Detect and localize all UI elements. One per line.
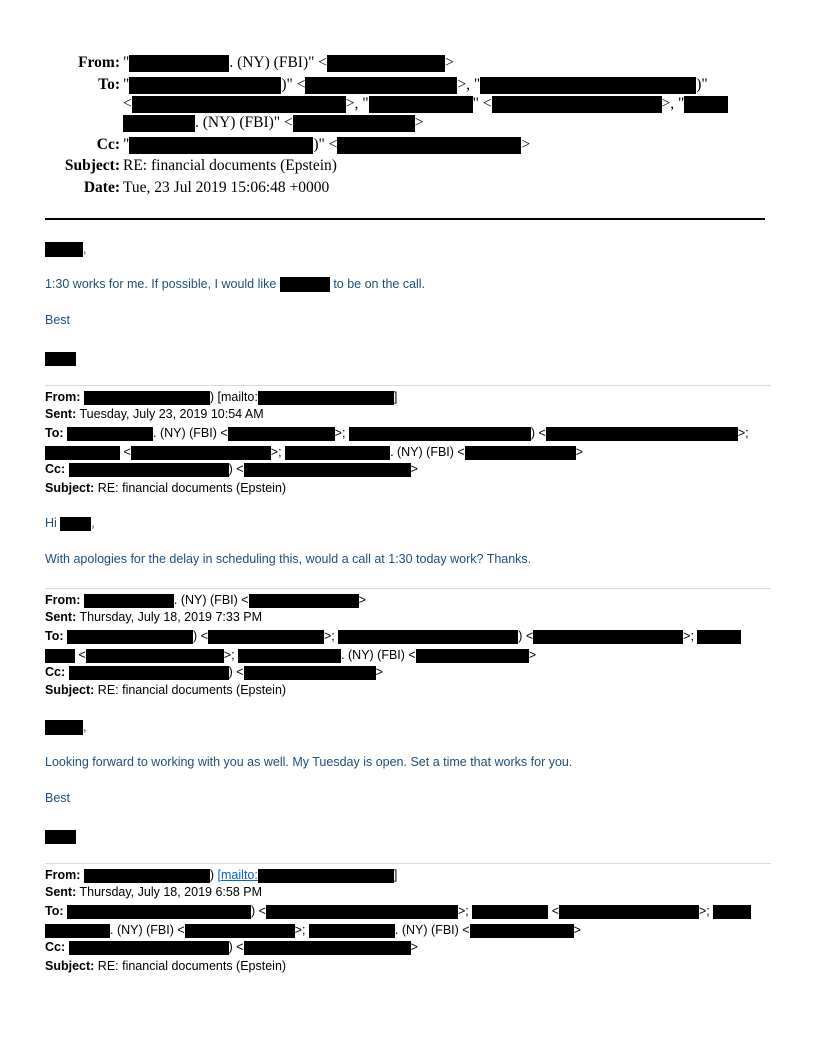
redaction-block xyxy=(60,517,91,531)
quote1-cc: Cc: ) < > xyxy=(45,462,418,476)
quote2-from: From: . (NY) (FBI) < > xyxy=(45,593,366,607)
redaction-block xyxy=(244,941,411,955)
redaction-block xyxy=(123,115,195,132)
msg1-signature xyxy=(45,350,76,368)
redaction-block xyxy=(697,630,741,644)
redaction-block xyxy=(45,924,110,938)
redaction-block xyxy=(45,649,75,663)
to-value-line2: < >, " " < >, " xyxy=(123,94,728,114)
to-value-line1: " )" < >, " )" xyxy=(123,76,708,93)
cc-value: " )" < > xyxy=(123,136,531,153)
to-value-line3: . (NY) (FBI)" < > xyxy=(123,113,423,133)
subject-value: RE: financial documents (Epstein) xyxy=(123,157,337,174)
from-value: " . (NY) (FBI)" < > xyxy=(123,54,454,71)
redaction-block xyxy=(309,924,395,938)
redaction-block xyxy=(208,630,324,644)
redaction-block xyxy=(713,905,751,919)
quote2-signature xyxy=(45,828,76,846)
redaction-block xyxy=(470,924,574,938)
quote1-body: With apologies for the delay in scheduling this, would a call at 1:30 today work? Thanks. xyxy=(45,552,532,566)
quote1-subject: Subject: RE: financial documents (Epstein) xyxy=(45,481,287,495)
redaction-block xyxy=(684,96,728,113)
to-label: To: xyxy=(98,76,120,93)
redaction-block xyxy=(327,55,445,72)
quote2-sent: Sent: Thursday, July 18, 2019 7:33 PM xyxy=(45,610,263,624)
from-label: From: xyxy=(78,54,120,71)
quote2-to-line1: To: ) < >; ) < >; xyxy=(45,628,741,645)
date-value: Tue, 23 Jul 2019 15:06:48 +0000 xyxy=(123,179,330,196)
msg1-body: 1:30 works for me. If possible, I would like to be on the call. xyxy=(45,277,426,291)
quote-divider xyxy=(45,588,771,589)
quote1-sent: Sent: Tuesday, July 23, 2019 10:54 AM xyxy=(45,407,264,421)
redaction-block xyxy=(244,463,411,477)
quote2-closing: Best xyxy=(45,791,71,805)
redaction-block xyxy=(349,427,531,441)
redaction-block xyxy=(86,649,224,663)
redaction-block xyxy=(338,630,518,644)
redaction-block xyxy=(185,924,295,938)
redaction-block xyxy=(84,391,210,405)
redaction-block xyxy=(369,96,473,113)
redaction-block xyxy=(45,720,83,735)
quote3-to-line2: . (NY) (FBI) < >; . (NY) (FBI) < > xyxy=(45,922,581,939)
cc-label: Cc: xyxy=(96,136,120,153)
redaction-block xyxy=(266,905,458,919)
redaction-block xyxy=(228,427,335,441)
redaction-block xyxy=(559,905,699,919)
redaction-block xyxy=(249,594,359,608)
quote-divider xyxy=(45,385,771,386)
redaction-block xyxy=(67,630,193,644)
quote2-cc: Cc: ) < > xyxy=(45,665,383,679)
redaction-block xyxy=(492,96,662,113)
quote1-from: From: ) [mailto: ] xyxy=(45,390,398,404)
quote3-to-line1: To: ) < >; < >; xyxy=(45,903,751,920)
quote2-body: Looking forward to working with you as well. My Tuesday is open. Set a time that works for you. xyxy=(45,755,573,769)
redaction-block xyxy=(244,666,376,680)
redaction-block xyxy=(238,649,341,663)
quote2-to-line2: < >; . (NY) (FBI) < > xyxy=(45,647,536,664)
msg1-closing: Best xyxy=(45,313,71,327)
redaction-block xyxy=(280,277,330,292)
redaction-block xyxy=(258,391,394,405)
redaction-block xyxy=(45,446,120,460)
redaction-block xyxy=(533,630,683,644)
quote2-subject: Subject: RE: financial documents (Epstein) xyxy=(45,683,287,697)
redaction-block xyxy=(67,905,251,919)
redaction-block xyxy=(45,830,76,844)
redaction-block xyxy=(129,77,281,94)
redaction-block xyxy=(132,96,346,113)
quote3-from: From: ) [mailto: ] xyxy=(45,868,398,882)
header-divider xyxy=(45,218,765,220)
redaction-block xyxy=(480,77,696,94)
redaction-block xyxy=(84,594,174,608)
quote1-greeting: Hi , xyxy=(45,516,95,530)
quote2-greeting: , xyxy=(45,719,86,736)
msg1-greeting: , xyxy=(45,241,86,258)
quote1-to-line2: < >; . (NY) (FBI) < > xyxy=(45,444,583,461)
redaction-block xyxy=(337,137,521,154)
redaction-block xyxy=(416,649,529,663)
redaction-block xyxy=(129,55,229,72)
redaction-block xyxy=(293,115,415,132)
redaction-block xyxy=(84,869,210,883)
redaction-block xyxy=(258,869,394,883)
redaction-block xyxy=(305,77,457,94)
quote-divider xyxy=(45,863,771,864)
quote3-cc: Cc: ) < > xyxy=(45,940,418,954)
redaction-block xyxy=(67,427,153,441)
date-label: Date: xyxy=(83,179,120,196)
redaction-block xyxy=(129,137,313,154)
redaction-block xyxy=(45,242,83,257)
redaction-block xyxy=(69,666,229,680)
quote1-to-line1: To: . (NY) (FBI) < >; ) < >; xyxy=(45,426,749,440)
redaction-block xyxy=(69,941,229,955)
mailto-link[interactable]: [mailto: xyxy=(217,868,258,882)
quote3-subject: Subject: RE: financial documents (Epstein) xyxy=(45,959,287,973)
redaction-block xyxy=(546,427,738,441)
redaction-block xyxy=(465,446,576,460)
redaction-block xyxy=(131,446,271,460)
redaction-block xyxy=(45,352,76,366)
redaction-block xyxy=(285,446,390,460)
redaction-block xyxy=(69,463,229,477)
quote3-sent: Sent: Thursday, July 18, 2019 6:58 PM xyxy=(45,885,263,899)
redaction-block xyxy=(472,905,548,919)
subject-label: Subject: xyxy=(64,157,120,174)
